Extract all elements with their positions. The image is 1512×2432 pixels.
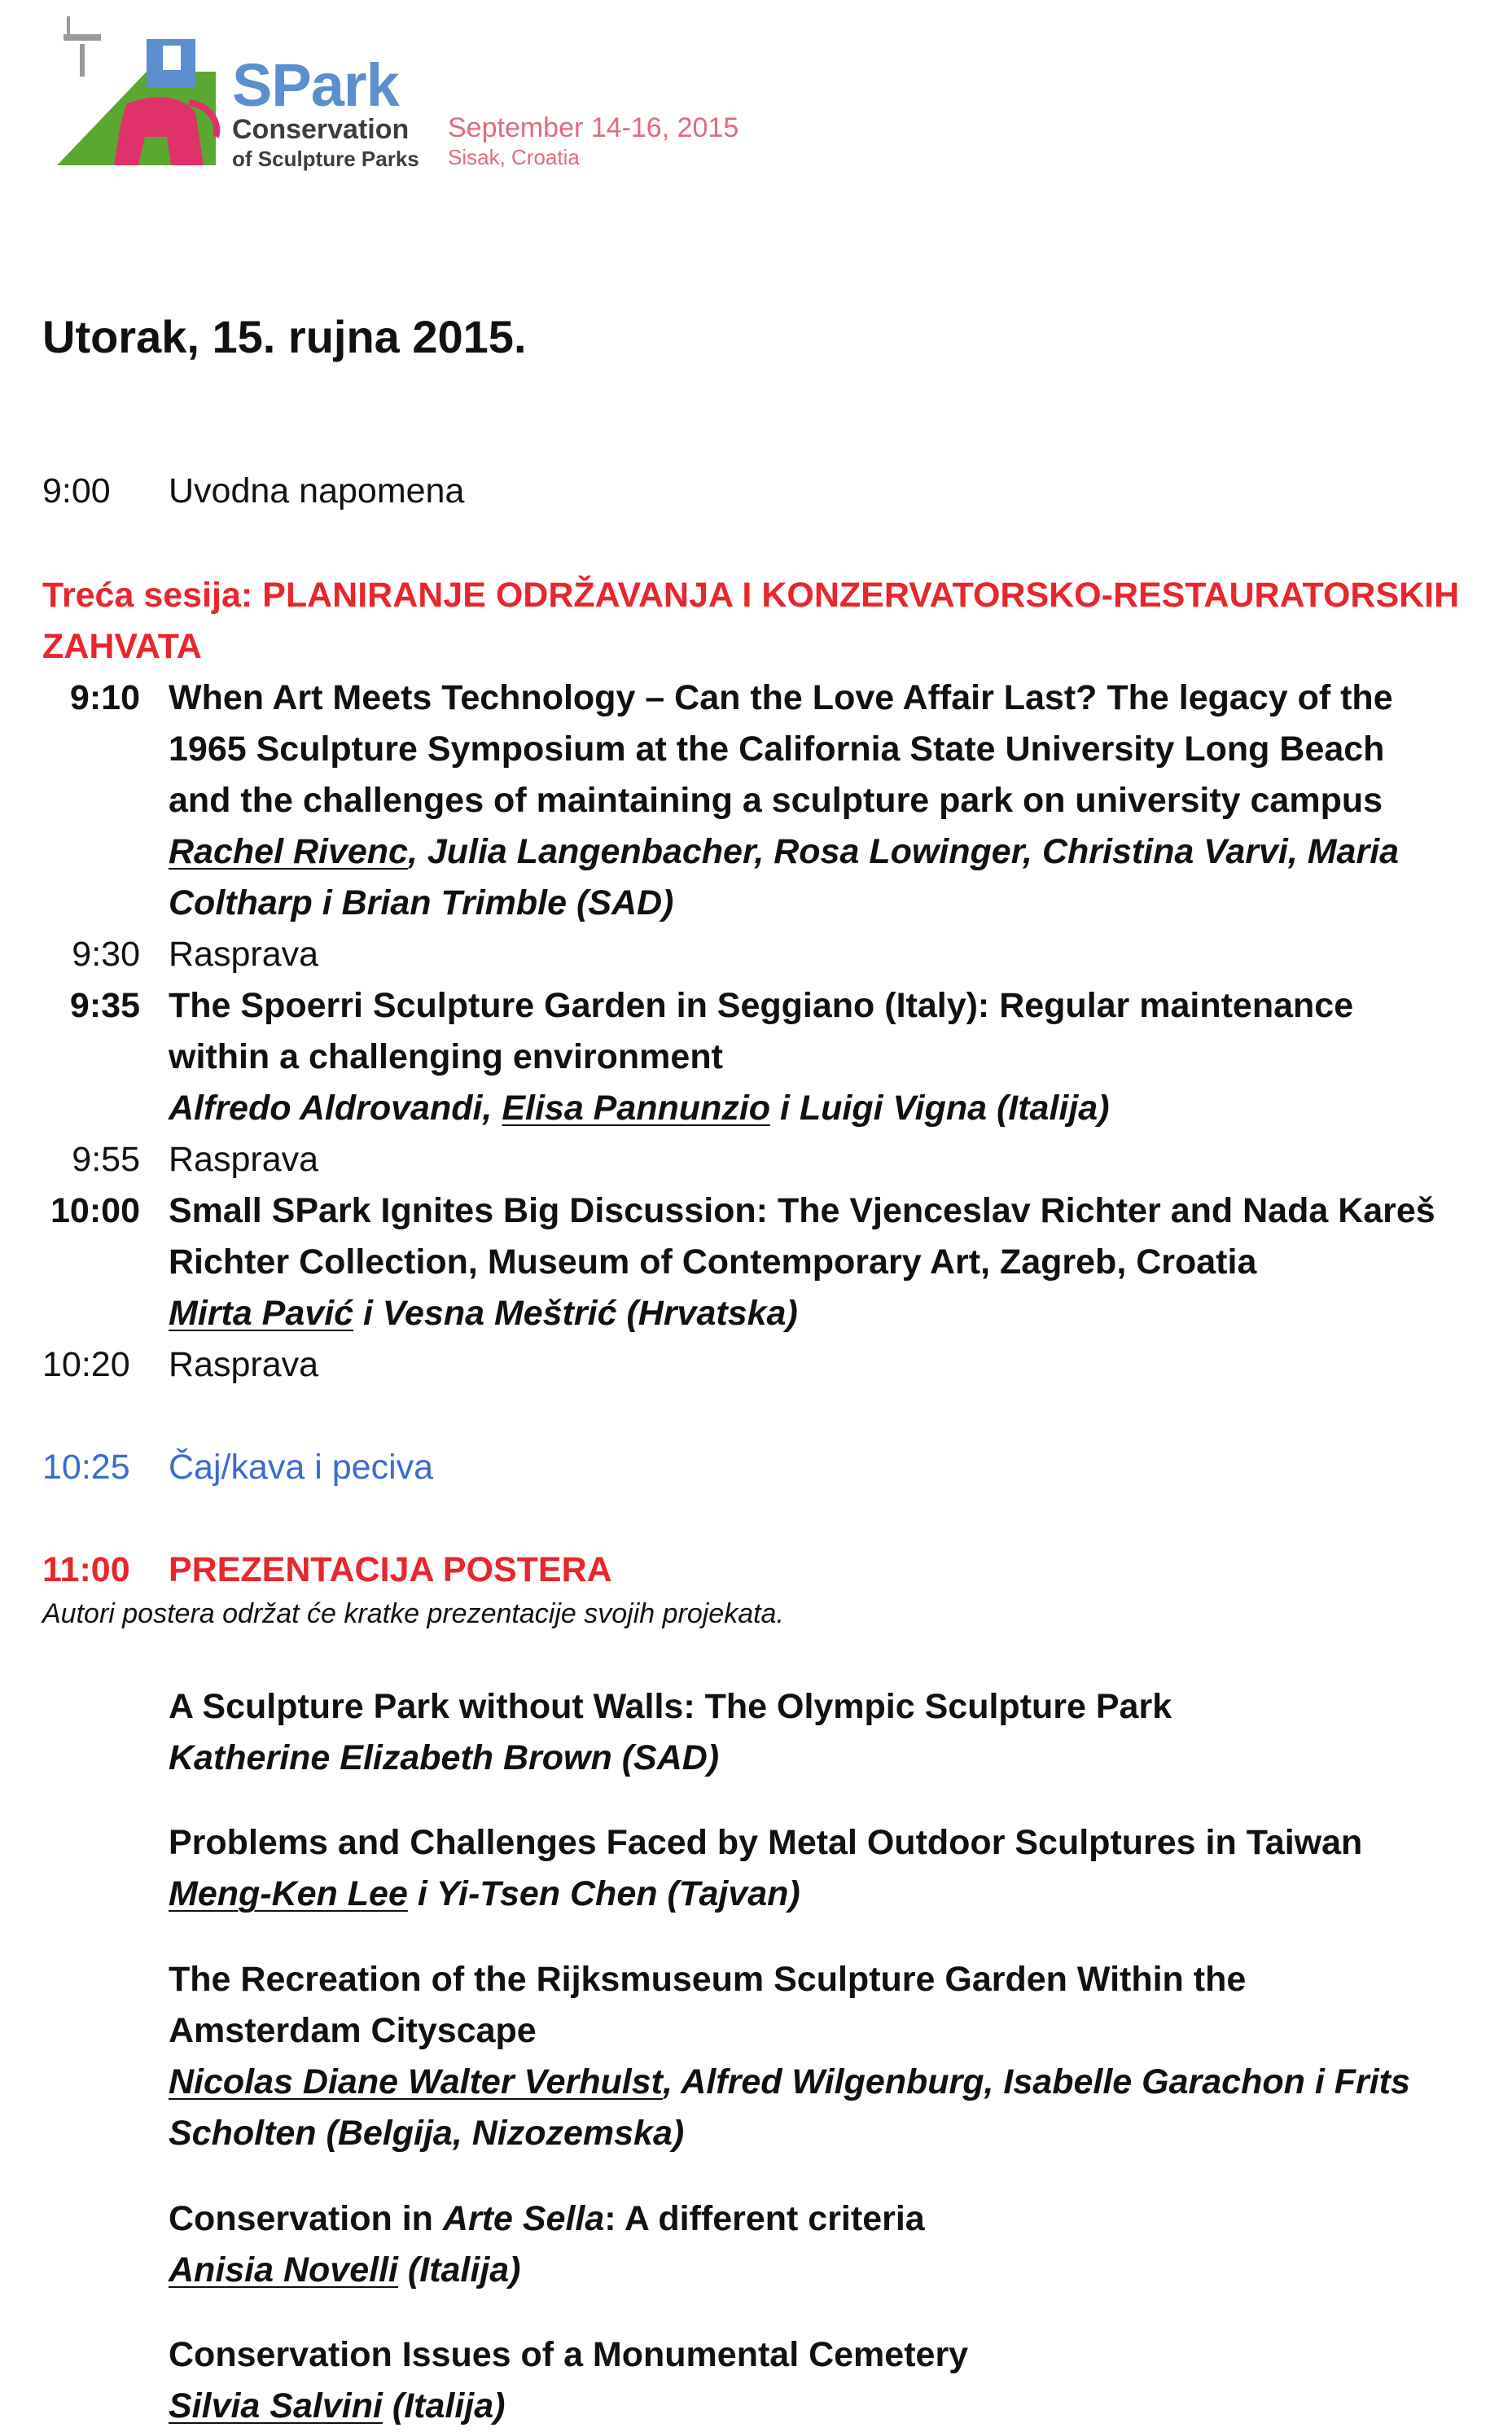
poster-title-end: : A different criteria — [604, 2199, 925, 2238]
logo-subtitle: Conservation — [232, 114, 410, 145]
poster-title: The Recreation of the Rijksmuseum Sculpture Garden Within the — [169, 1960, 1247, 1999]
poster-authors — [169, 2057, 1479, 2108]
poster-title: Problems and Challenges Faced by Metal Outdoor Sculptures in Taiwan — [169, 1823, 1363, 1862]
talk-title-line: When Art Meets Technology – Can the Love Affair Last? The legacy of the — [169, 678, 1393, 717]
talk-title-line: Small SPark Ignites Big Discussion: The Vjenceslav Richter and Nada Kareš — [169, 1191, 1435, 1230]
posters-note: Autori postera održat će kratke prezentacije svojih projekata. — [42, 1598, 784, 1629]
poster-title: Conservation Issues of a Monumental Cemetery — [169, 2335, 969, 2374]
presenter-name: Nicolas Diane Walter Verhulst — [169, 2062, 663, 2101]
presenter-name: Elisa Pannunzio — [502, 1089, 771, 1128]
spark-logo — [49, 15, 765, 177]
talk-title-line: Richter Collection, Museum of Contemporary Art, Zagreb, Croatia — [169, 1242, 1257, 1282]
coauthors: i Vesna Meštrić (Hrvatska) — [353, 1294, 798, 1333]
poster-title — [169, 2193, 1479, 2245]
agenda-label: Rasprava — [169, 1140, 319, 1179]
coauthors: i Yi-Tsen Chen (Tajvan) — [407, 1874, 800, 1913]
poster-item — [169, 2193, 1479, 2296]
talk-title-line: 1965 Sculpture Symposium at the California State University Long Beach — [169, 730, 1385, 769]
logo-subtitle-2: of Sculpture Parks — [232, 147, 419, 171]
poster-authors — [169, 2245, 1479, 2296]
logo-title: SPark — [232, 51, 399, 119]
coauthors: , Alfred Wilgenburg, Isabelle Garachon i Frits — [662, 2062, 1410, 2101]
poster-authors — [169, 1869, 1479, 1920]
poster-item — [169, 1817, 1479, 1920]
agenda-time: 10:25 — [42, 1448, 130, 1487]
poster-authors: Katherine Elizabeth Brown (SAD) — [169, 1738, 720, 1777]
talk-time: 9:10 — [69, 678, 140, 717]
talk-title — [169, 673, 1471, 929]
session-title-cont: ZAHVATA — [42, 627, 202, 666]
agenda-time: 10:20 — [42, 1345, 130, 1384]
talk-time: 10:00 — [50, 1191, 140, 1230]
talk-authors — [169, 1294, 798, 1333]
coauthors: (Italija) — [382, 2386, 506, 2425]
agenda-time: 11:00 — [42, 1550, 130, 1589]
agenda-label: Rasprava — [169, 1345, 319, 1384]
coauthors-cont: Coltharp i Brian Trimble (SAD) — [169, 883, 674, 922]
poster-item — [169, 1954, 1479, 2159]
talk-authors — [169, 832, 1399, 922]
coauthors: (Italija) — [397, 2250, 521, 2290]
logo-date: September 14-16, 2015 — [448, 112, 739, 143]
talk-title-line: within a challenging environment — [169, 1037, 723, 1076]
poster-item — [169, 2329, 1479, 2432]
talk-title — [169, 980, 1471, 1134]
agenda-label: Uvodna napomena — [169, 471, 465, 511]
poster-title-italic: Arte Sella — [442, 2199, 605, 2238]
poster-title: A Sculpture Park without Walls: The Olympic Sculpture Park — [169, 1687, 1172, 1726]
poster-title-start: Conservation in — [169, 2199, 443, 2238]
logo-place: Sisak, Croatia — [448, 145, 580, 169]
agenda-time: 9:55 — [72, 1140, 140, 1179]
agenda-label: PREZENTACIJA POSTERA — [169, 1550, 612, 1589]
talk-authors — [169, 1089, 1110, 1128]
agenda-time: 9:00 — [42, 471, 111, 511]
agenda-label: Rasprava — [169, 935, 319, 974]
coauthors-cont: i Luigi Vigna (Italija) — [770, 1089, 1110, 1128]
talk-time: 9:35 — [69, 986, 140, 1025]
talk-title-line: The Spoerri Sculpture Garden in Seggiano (Italy): Regular maintenance — [169, 986, 1354, 1025]
coauthors: , Julia Langenbacher, Rosa Lowinger, Christina Varvi, Maria — [407, 832, 1400, 871]
presenter-name: Silvia Salvini — [169, 2386, 383, 2425]
poster-item — [169, 1681, 1479, 1784]
presenter-name: Rachel Rivenc — [169, 832, 408, 871]
coauthors: Alfredo Aldrovandi, — [169, 1089, 502, 1128]
agenda-label: Čaj/kava i peciva — [169, 1448, 434, 1487]
sculpture-park-emblem-icon — [49, 15, 236, 177]
talk-title — [169, 1185, 1471, 1339]
talk-title-line: and the challenges of maintaining a sculpture park on university campus — [169, 781, 1383, 820]
presenter-name: Anisia Novelli — [169, 2250, 398, 2290]
poster-authors — [169, 2381, 1479, 2432]
session-title: Treća sesija: PLANIRANJE ODRŽAVANJA I KONZERVATORSKO-RESTAURATORSKIH — [42, 576, 1460, 615]
presenter-name: Mirta Pavić — [169, 1294, 354, 1333]
poster-title-cont: Amsterdam Cityscape — [169, 2011, 537, 2050]
poster-authors-cont: Scholten (Belgija, Nizozemska) — [169, 2114, 685, 2153]
day-heading: Utorak, 15. rujna 2015. — [42, 311, 527, 362]
agenda-time: 9:30 — [72, 935, 140, 974]
presenter-name: Meng-Ken Lee — [169, 1874, 408, 1913]
